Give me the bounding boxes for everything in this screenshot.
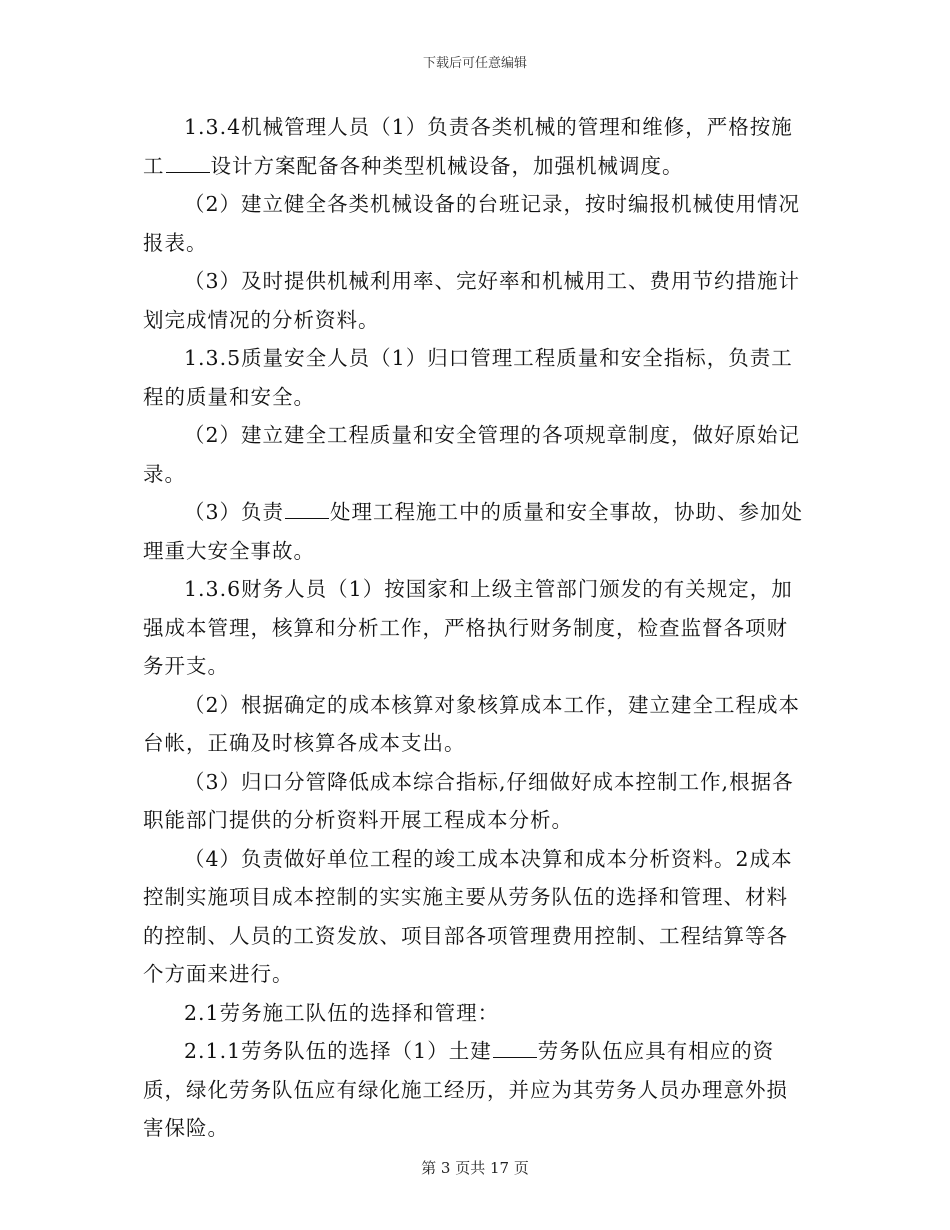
paragraph-text: （4）负责做好单位工程的竣工成本决算和成本分析资料。2成本控制实施项目成本控制的实实施主要从劳务队伍的选择和管理、材料的控制、人员的工资发放、项目部各项管理费用控制、工程结算等各个方面来进行。	[143, 846, 793, 986]
paragraph-machine-analysis	[143, 262, 807, 339]
paragraph-1-3-5	[143, 339, 807, 416]
paragraph-text: 1.3.4机械管理人员（1）负责各类机械的管理和维修，严格按施工	[143, 115, 793, 178]
page-footer: 第 3 页共 17 页	[421, 1159, 529, 1177]
paragraph-final-accounts	[143, 840, 807, 994]
fill-blank	[493, 1039, 537, 1058]
paragraph-text: （3）负责	[184, 500, 285, 524]
page-header: 下载后可任意编辑	[422, 56, 527, 71]
paragraph-2-1-1	[143, 1032, 807, 1148]
paragraph-text: 设计方案配备各种类型机械设备，加强机械调度。	[210, 153, 684, 178]
paragraph-text: （3）及时提供机械利用率、完好率和机械用工、费用节约措施计划完成情况的分析资料。	[143, 269, 801, 332]
fill-blank	[166, 154, 210, 173]
document-body	[143, 108, 807, 1148]
paragraph-accident-handling	[143, 493, 807, 570]
paragraph-text: 1.3.5质量安全人员（1）归口管理工程质量和安全指标，负责工程的质量和安全。	[143, 346, 793, 409]
paragraph-text: 2.1.1劳务队伍的选择（1）土建	[184, 1039, 492, 1063]
paragraph-text: （2）建立建全工程质量和安全管理的各项规章制度，做好原始记录。	[143, 423, 801, 486]
paragraph-text: （2）建立健全各类机械设备的台班记录，按时编报机械使用情况报表。	[143, 192, 801, 255]
paragraph-text: 处理工程施工中的质量和安全事故，协助、参加处理重大安全事故。	[143, 500, 804, 563]
paragraph-1-3-4	[143, 108, 807, 185]
paragraph-text: 劳务队伍应具有相应的资质，绿化劳务队伍应有绿化施工经历，并应为其劳务人员办理意外损害保险。	[143, 1039, 788, 1140]
paragraph-cost-control	[143, 763, 807, 840]
paragraph-text: 2.1劳务施工队伍的选择和管理：	[184, 1000, 500, 1025]
fill-blank	[285, 500, 329, 519]
paragraph-1-3-6	[143, 570, 807, 686]
paragraph-2-1	[143, 994, 807, 1033]
paragraph-quality-rules	[143, 416, 807, 493]
paragraph-text: （2）根据确定的成本核算对象核算成本工作，建立建全工程成本台帐，正确及时核算各成本支出。	[143, 692, 801, 755]
paragraph-text: 1.3.6财务人员（1）按国家和上级主管部门颁发的有关规定，加强成本管理，核算和分析工作，严格执行财务制度，检查监督各项财务开支。	[143, 577, 793, 678]
paragraph-cost-accounting	[143, 686, 807, 763]
paragraph-machine-records	[143, 185, 807, 262]
paragraph-text: （3）归口分管降低成本综合指标,仔细做好成本控制工作,根据各职能部门提供的分析资料开展工程成本分析。	[143, 769, 794, 832]
